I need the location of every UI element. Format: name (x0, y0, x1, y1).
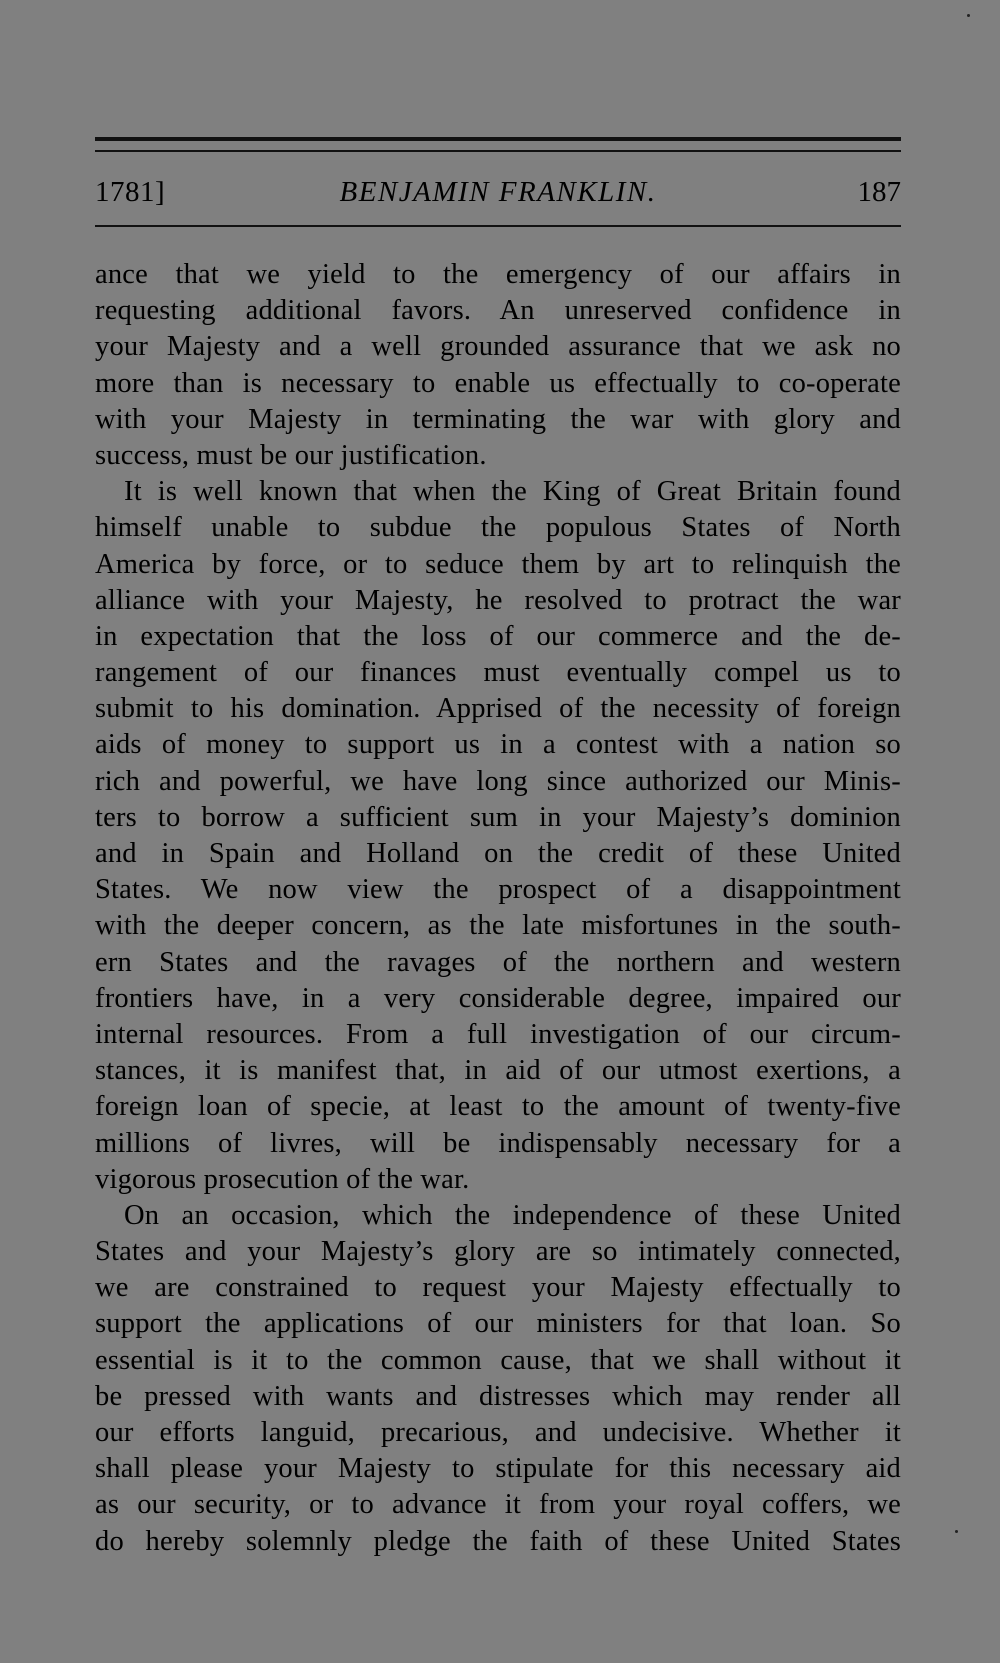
body-text (95, 257, 901, 1560)
text-line: essential is it to the common cause, that we shall without it (95, 1344, 901, 1376)
text-line: your Majesty and a well grounded assurance that we ask no (95, 331, 901, 363)
text-line: do hereby solemnly pledge the faith of these United States (95, 1525, 901, 1557)
text-line: States and your Majesty’s glory are so intimately connected, (95, 1236, 901, 1268)
text-line: and in Spain and Holland on the credit of these United (95, 838, 901, 869)
text-line: success, must be our justification. (95, 439, 487, 471)
running-head (95, 172, 901, 212)
text-line: aids of money to support us in a contest with a nation so (95, 729, 901, 761)
text-line: alliance with your Majesty, he resolved to protract the war (95, 584, 901, 616)
text-line: ters to borrow a sufficient sum in your Majesty’s dominion (95, 801, 901, 833)
text-line: rich and powerful, we have long since authorized our Minis- (95, 765, 901, 797)
paragraph (95, 474, 901, 1198)
text-line: frontiers have, in a very considerable degree, impaired our (95, 982, 901, 1014)
text-line: It is well known that when the King of Great Britain found (124, 476, 901, 508)
text-line: vigorous prosecution of the war. (95, 1163, 470, 1195)
text-line: rangement of our finances must eventually compel us to (95, 657, 901, 689)
text-line: millions of livres, will be indispensably necessary for a (95, 1127, 901, 1159)
text-line: ance that we yield to the emergency of our affairs in (95, 259, 901, 290)
text-line: stances, it is manifest that, in aid of our utmost exertions, a (95, 1055, 901, 1087)
running-head-date: 1781] (95, 176, 166, 208)
text-line: States. We now view the prospect of a disappointment (95, 874, 901, 906)
page-number: 187 (857, 176, 901, 208)
book-page (95, 0, 901, 1663)
text-line: more than is necessary to enable us effectually to co-operate (95, 367, 901, 399)
top-rule-thin (95, 150, 901, 152)
text-line: On an occasion, which the independence of these United (124, 1199, 901, 1231)
text-line: in expectation that the loss of our commerce and the de- (95, 620, 901, 652)
text-line: we are constrained to request your Majesty effectually to (95, 1272, 901, 1304)
paragraph (95, 257, 901, 474)
text-line: submit to his domination. Apprised of the necessity of foreign (95, 693, 901, 725)
text-line: America by force, or to seduce them by art to relinquish the (95, 548, 901, 580)
paragraph (95, 1198, 901, 1560)
text-line: with your Majesty in terminating the war with glory and (95, 403, 901, 435)
running-head-rule (95, 225, 901, 227)
text-line: shall please your Majesty to stipulate for this necessary aid (95, 1453, 901, 1485)
text-line: support the applications of our ministers for that loan. So (95, 1308, 901, 1340)
text-line: our efforts languid, precarious, and undecisive. Whether it (95, 1417, 901, 1448)
text-line: be pressed with wants and distresses which may render all (95, 1380, 901, 1412)
text-line: himself unable to subdue the populous States of North (95, 512, 901, 544)
text-line: with the deeper concern, as the late misfortunes in the south- (95, 910, 901, 942)
text-line: as our security, or to advance it from your royal coffers, we (95, 1489, 901, 1521)
print-speck (967, 14, 970, 17)
print-speck (955, 1530, 958, 1533)
text-line: ern States and the ravages of the northern and western (95, 946, 901, 978)
top-rule-thick (95, 137, 901, 141)
text-line: foreign loan of specie, at least to the amount of twenty-five (95, 1091, 901, 1123)
text-line: internal resources. From a full investigation of our circum- (95, 1018, 901, 1050)
text-line: requesting additional favors. An unreserved confidence in (95, 295, 901, 327)
running-head-title: BENJAMIN FRANKLIN. (339, 176, 657, 208)
